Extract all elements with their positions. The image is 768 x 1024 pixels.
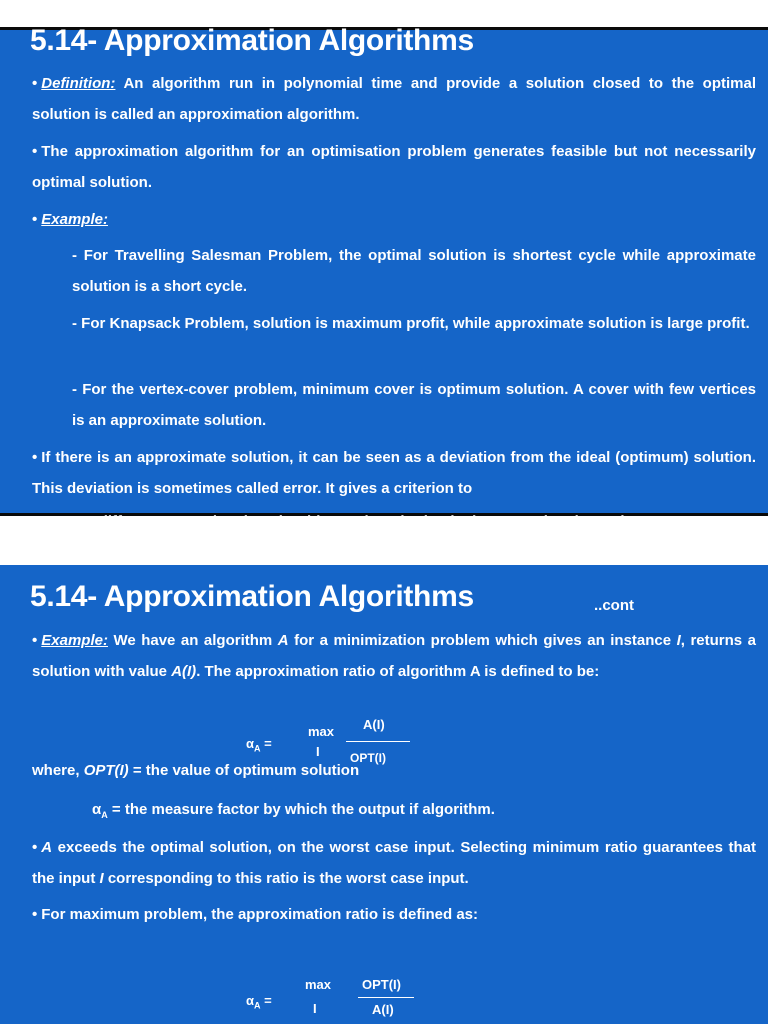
knapsack-item: - For Knapsack Problem, solution is maximum profit, while approximate solution is large profit. <box>72 315 750 332</box>
slide-2-title: 5.14- Approximation Algorithms <box>30 580 474 613</box>
example-text-d: I <box>676 632 681 649</box>
definition-bullet <box>32 68 756 130</box>
example-label-2: Example: <box>41 632 108 649</box>
alpha-symbol-2: α <box>92 801 102 818</box>
deviation-text: If there is an approximate solution, it can be seen as a deviation from the ideal (optimum) solution. This deviation is sometimes called error. It gives a criterion to <box>32 449 756 497</box>
slide-1-title: 5.14- Approximation Algorithms <box>30 24 474 57</box>
where-text-a: where, <box>32 762 84 779</box>
alpha-symbol: α <box>246 736 254 751</box>
slide-2 <box>0 565 768 1024</box>
example-text-a: We have an algorithm <box>107 632 278 649</box>
example-bullet <box>32 204 756 235</box>
worst-case-text-2: corresponding to this ratio is the worst case input. <box>103 870 469 887</box>
formula-1-max: max <box>308 724 335 739</box>
example-text-g: . The approximation ratio of algorithm A is defined to be: <box>196 663 600 680</box>
alpha-definition-line <box>92 794 752 831</box>
bullet-icon: • <box>32 906 38 923</box>
maximum-text: For maximum problem, the approximation ratio is defined as: <box>41 906 479 923</box>
example-text-f: A(I) <box>171 663 197 680</box>
equals-sign: = <box>260 736 272 751</box>
formula-2-numerator: OPT(I) <box>362 977 401 992</box>
formula-2-max: max <box>305 977 332 992</box>
maximum-bullet <box>32 899 756 930</box>
alpha-subscript-3: A <box>254 1000 261 1011</box>
alpha-subscript-2: A <box>101 810 108 820</box>
where-text-b: OPT(I) <box>83 762 129 779</box>
formula-2-denominator: A(I) <box>372 1002 394 1017</box>
example-text-b: A <box>277 632 289 649</box>
bullet-icon: • <box>32 211 38 228</box>
tsp-item: - For Travelling Salesman Problem, the optimal solution is shortest cycle while approximate solution is a short cycle. <box>72 247 756 295</box>
slide-gap <box>0 516 768 565</box>
fraction-bar <box>346 741 410 742</box>
example-text-c: for a minimization problem which gives an instance <box>288 632 677 649</box>
bullet-icon: • <box>32 449 38 466</box>
worst-case-text-1: exceeds the optimal solution, on the worst case input. Selecting minimum ratio guarantees that the input <box>32 839 756 887</box>
alpha-symbol-3: α <box>246 993 254 1008</box>
bullet-icon: • <box>32 75 38 92</box>
feasible-text: The approximation algorithm for an optimisation problem generates feasible but not necessarily optimal solution. <box>32 143 756 191</box>
equals-sign-2: = <box>260 993 272 1008</box>
feasible-bullet <box>32 136 756 198</box>
cont-label: ..cont <box>594 597 634 614</box>
worst-case-a: A <box>41 839 53 856</box>
definition-label: Definition: <box>41 75 116 92</box>
bullet-icon: • <box>32 839 38 856</box>
formula-2-var: I <box>313 1001 317 1016</box>
cut-off-line <box>32 506 752 514</box>
top-margin <box>0 0 768 27</box>
bullet-icon: • <box>32 632 38 649</box>
where-text-c: = the value of optimum solution <box>128 762 360 779</box>
bullet-icon: • <box>32 143 38 160</box>
alpha-subscript: A <box>254 743 261 754</box>
vertex-cover-item: - For the vertex-cover problem, minimum cover is optimum solution. A cover with few vertices is an approximate solution. <box>72 381 756 429</box>
slide-1 <box>0 24 768 516</box>
example-text-e: , returns a solution with value <box>32 632 756 680</box>
where-line <box>32 759 756 783</box>
formula-2-lhs <box>246 993 272 1011</box>
formula-1-denominator: OPT(I) <box>350 751 386 765</box>
definition-text: An algorithm run in polynomial time and provide a solution closed to the optimal solution is called an approximation algorithm. <box>32 75 756 123</box>
deviation-bullet <box>32 442 756 504</box>
worst-case-i: I <box>99 870 104 887</box>
formula-1-numerator: A(I) <box>363 717 385 732</box>
example-paragraph <box>32 625 756 687</box>
formula-1-lhs <box>246 736 272 754</box>
alpha-definition-text: = the measure factor by which the output if algorithm. <box>107 801 495 818</box>
fraction-bar-2 <box>358 997 414 998</box>
worst-case-bullet <box>32 832 756 894</box>
formula-1-var: I <box>316 744 320 759</box>
example-label: Example: <box>41 211 108 228</box>
